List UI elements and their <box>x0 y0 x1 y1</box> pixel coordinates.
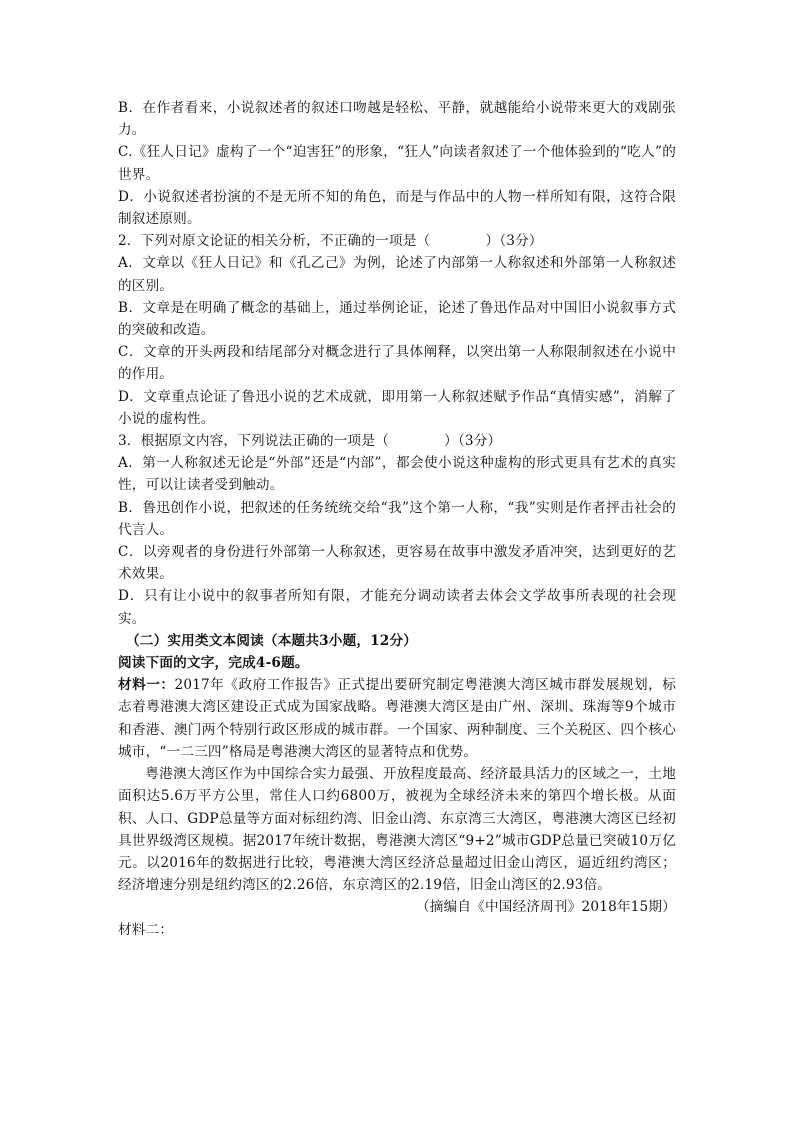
material1-paragraph-1 <box>118 674 676 763</box>
material1-para1-text: 2017年《政府工作报告》正式提出要研究制定粤港澳大湾区城市群发展规划，标志着粤港澳大湾区建设正式成为国家战略。粤港澳大湾区是由广州、深圳、珠海等9个城市和香港、澳门两个特别行政区形成的城市群。一个国家、两种制度、三个关税区、四个核心城市，“一二三四”格局是粤港澳大湾区的显著特点和优势。 <box>118 677 676 760</box>
q2-option-c: C．文章的开头两段和结尾部分对概念进行了具体阐释，以突出第一人称限制叙述在小说中的作用。 <box>118 344 676 383</box>
material1-source: （摘编自《中国经济周刊》2018年15期） <box>416 899 676 916</box>
document-page <box>118 97 676 941</box>
q1-option-b: B．在作者看来，小说叙述者的叙述口吻越是轻松、平静，就越能给小说带来更大的戏剧张力。 <box>118 100 676 139</box>
q3-stem: 3．根据原文内容，下列说法正确的一项是（ ）（3分） <box>118 433 502 450</box>
q2-option-d: D．文章重点论证了鲁迅小说的艺术成就，即用第一人称叙述赋予作品“真情实感”，消解了小说的虚构性。 <box>118 388 676 427</box>
q3-option-c: C．以旁观者的身份进行外部第一人称叙述，更容易在故事中激发矛盾冲突，达到更好的艺术效果。 <box>118 544 676 583</box>
q2-option-b: B．文章是在明确了概念的基础上，通过举例论证，论述了鲁迅作品对中国旧小说叙事方式的突破和改造。 <box>118 299 676 339</box>
material1-paragraph-2: 粤港澳大湾区作为中国综合实力最强、开放程度最高、经济最具活力的区域之一，土地面积达5.6万平方公里，常住人口约6800万，被视为全球经济未来的第四个增长极。从面积、人口、GDP总量等方面对标纽约湾、旧金山湾、东京湾三大湾区，粤港澳大湾区已经初具世界级湾区规模。据2017年统计数据，粤港澳大湾区“9+2”城市GDP总量已突破10万亿元。以2016年的数据进行比较，粤港澳大湾区经济总量超过旧金山湾区，逼近纽约湾区；经济增速分别是纽约湾区的2.26倍，东京湾区的2.19倍，旧金山湾区的2.93倍。 <box>118 766 676 894</box>
material2-label: 材料二： <box>118 921 174 938</box>
q2-stem: 2．下列对原文论证的相关分析，不正确的一项是（ ）（3分） <box>118 233 543 250</box>
q3-option-a: A．第一人称叙述无论是“外部”还是“内部”，都会使小说这种虚构的形式更具有艺术的真实性，可以让读者受到触动。 <box>118 455 676 494</box>
q3-option-b: B．鲁迅创作小说，把叙述的任务统统交给“我”这个第一人称，“我”实则是作者抨击社会的代言人。 <box>118 499 676 538</box>
q3-option-d: D．只有让小说中的叙事者所知有限，才能充分调动读者去体会文学故事所表现的社会现实。 <box>118 588 676 627</box>
material1-label: 材料一： <box>118 677 175 694</box>
q1-option-d: D．小说叙述者扮演的不是无所不知的角色，而是与作品中的人物一样所知有限，这符合限制叙述原则。 <box>118 188 676 228</box>
section-instruction: 阅读下面的文字，完成4-6题。 <box>118 655 309 672</box>
q2-option-a: A．文章以《狂人日记》和《孔乙己》为例，论述了内部第一人称叙述和外部第一人称叙述的区别。 <box>118 255 676 294</box>
q1-option-c: C.《狂人日记》虚构了一个“迫害狂”的形象，“狂人”向读者叙述了一个他体验到的“吃人”的世界。 <box>118 144 676 183</box>
section-heading: （二）实用类文本阅读（本题共3小题，12分） <box>126 632 418 649</box>
